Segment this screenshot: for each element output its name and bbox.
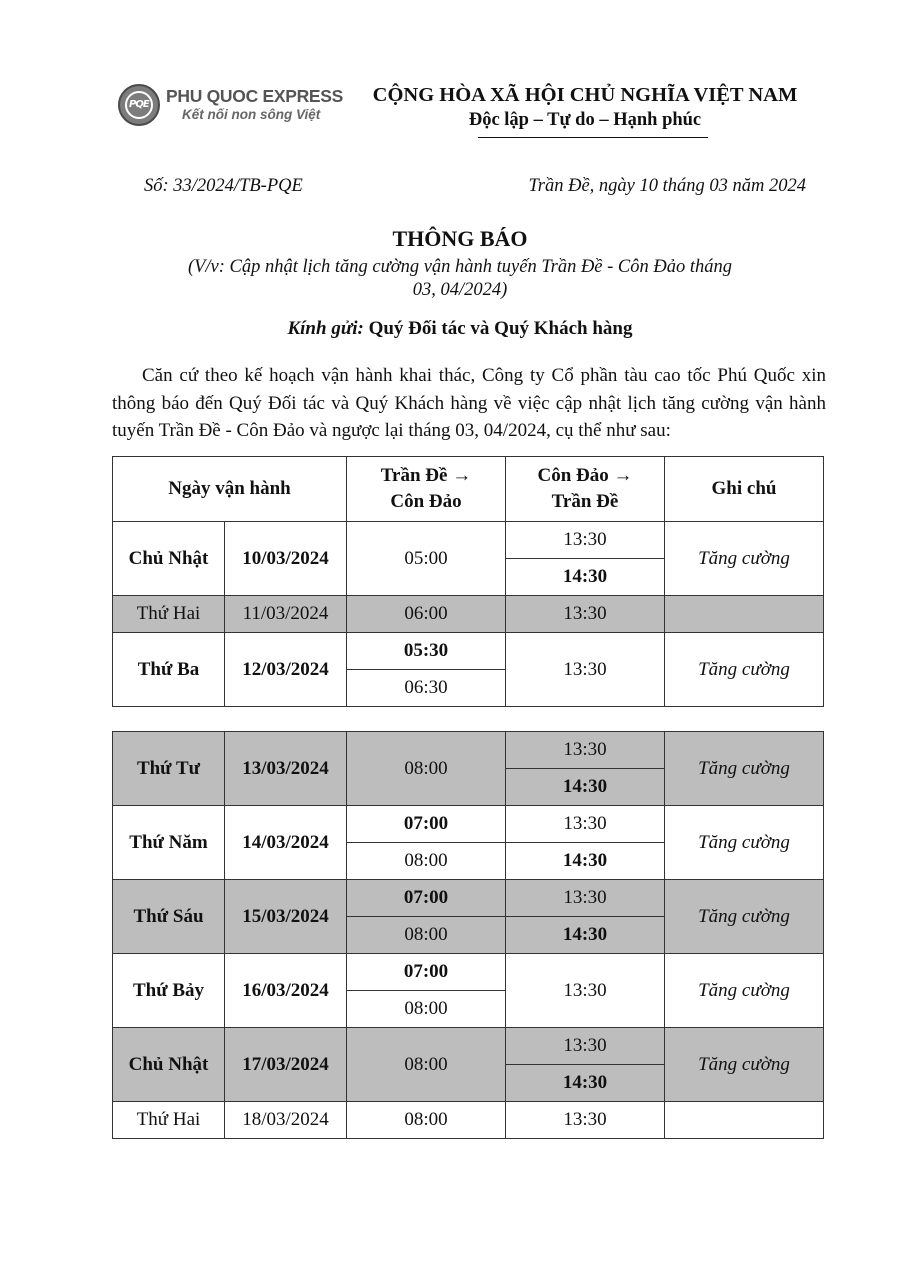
header-return: Côn Đảo → Trần Đề [506, 457, 665, 522]
row-note [665, 596, 824, 633]
row-return-time: 13:30 [506, 1028, 665, 1065]
logo-slogan: Kết nối non sông Việt [182, 107, 321, 122]
logo-mark: PQE [129, 99, 149, 110]
row-note: Tăng cường [665, 1028, 824, 1102]
notice-body: Căn cứ theo kế hoạch vận hành khai thác, Công ty Cổ phần tàu cao tốc Phú Quốc xin thông báo đến Quý Đối tác và Quý Khách hàng về việc cập nhật lịch tăng cường vận hành tuyến Trần Đề - Côn Đảo và ngược lại tháng 03, 04/2024, cụ thể như sau: [112, 365, 826, 441]
row-outbound-time-extra: 07:00 [347, 880, 506, 917]
row-day: Thứ Năm [113, 806, 225, 880]
logo-name: PHU QUOC EXPRESS [166, 86, 344, 106]
row-return-time: 13:30 [506, 806, 665, 843]
row-return-time: 13:30 [506, 522, 665, 559]
header-note: Ghi chú [665, 457, 824, 522]
doc-number: Số: 33/2024/TB-PQE [144, 176, 303, 196]
row-return-time: 13:30 [506, 880, 665, 917]
row-day: Thứ Bảy [113, 954, 225, 1028]
row-note [665, 1102, 824, 1139]
row-date: 18/03/2024 [225, 1102, 347, 1139]
table-row [113, 1102, 824, 1139]
row-outbound-time: 08:00 [347, 732, 506, 806]
row-note: Tăng cường [665, 880, 824, 954]
row-return-time-extra: 14:30 [506, 559, 665, 596]
row-outbound-time: 08:00 [347, 991, 506, 1028]
row-date: 15/03/2024 [225, 880, 347, 954]
table-row [113, 806, 824, 843]
row-outbound-time: 08:00 [347, 917, 506, 954]
row-outbound-time: 06:00 [347, 596, 506, 633]
row-outbound-time-extra: 07:00 [347, 954, 506, 991]
header-date: Ngày vận hành [113, 457, 347, 522]
row-date: 13/03/2024 [225, 732, 347, 806]
row-date: 16/03/2024 [225, 954, 347, 1028]
row-return-time: 13:30 [506, 633, 665, 707]
row-day: Thứ Tư [113, 732, 225, 806]
greeting-label: Kính gửi: [287, 318, 364, 339]
schedule-table-2 [112, 731, 824, 1139]
table-row [113, 880, 824, 917]
row-return-time-extra: 14:30 [506, 1065, 665, 1102]
national-title: CỘNG HÒA XÃ HỘI CHỦ NGHĨA VIỆT NAM [372, 84, 798, 106]
greeting [0, 318, 920, 340]
company-logo [118, 82, 358, 132]
row-outbound-time: 06:30 [347, 670, 506, 707]
table-row [113, 633, 824, 670]
row-outbound-time: 08:00 [347, 1028, 506, 1102]
row-note: Tăng cường [665, 732, 824, 806]
row-return-time-extra: 14:30 [506, 843, 665, 880]
row-day: Thứ Sáu [113, 880, 225, 954]
row-return-time: 13:30 [506, 596, 665, 633]
row-day: Chủ Nhật [113, 522, 225, 596]
row-date: 11/03/2024 [225, 596, 347, 633]
row-outbound-time-extra: 05:30 [347, 633, 506, 670]
row-note: Tăng cường [665, 806, 824, 880]
notice-subtitle-wrap [0, 256, 920, 302]
row-outbound-time: 08:00 [347, 1102, 506, 1139]
row-day: Thứ Hai [113, 596, 225, 633]
table-row [113, 1028, 824, 1065]
row-outbound-time-extra: 07:00 [347, 806, 506, 843]
row-day: Thứ Hai [113, 1102, 225, 1139]
national-motto: Độc lập – Tự do – Hạnh phúc [468, 110, 702, 130]
row-date: 12/03/2024 [225, 633, 347, 707]
schedule-table-1 [112, 456, 824, 707]
notice-title: THÔNG BÁO [392, 226, 528, 251]
place-date: Trần Đề, ngày 10 tháng 03 năm 2024 [528, 176, 806, 196]
row-return-time-extra: 14:30 [506, 917, 665, 954]
table-row [113, 954, 824, 991]
row-note: Tăng cường [665, 522, 824, 596]
row-date: 17/03/2024 [225, 1028, 347, 1102]
row-day: Chủ Nhật [113, 1028, 225, 1102]
table-row [113, 732, 824, 769]
greeting-recipient: Quý Đối tác và Quý Khách hàng [368, 318, 633, 339]
logo-emblem [118, 84, 160, 126]
row-date: 14/03/2024 [225, 806, 347, 880]
row-note: Tăng cường [665, 954, 824, 1028]
row-note: Tăng cường [665, 633, 824, 707]
table-header-row [113, 457, 824, 522]
row-return-time: 13:30 [506, 954, 665, 1028]
row-outbound-time: 08:00 [347, 843, 506, 880]
notice-subtitle: (V/v: Cập nhật lịch tăng cường vận hành tuyến Trần Đề - Côn Đảo tháng 03, 04/2024) [187, 257, 733, 300]
row-return-time: 13:30 [506, 1102, 665, 1139]
header-outbound: Trần Đề → Côn Đảo [347, 457, 506, 522]
table-row [113, 596, 824, 633]
row-day: Thứ Ba [113, 633, 225, 707]
table-row [113, 522, 824, 559]
motto-underline [478, 137, 708, 138]
row-return-time: 13:30 [506, 732, 665, 769]
row-return-time-extra: 14:30 [506, 769, 665, 806]
row-outbound-time: 05:00 [347, 522, 506, 596]
row-date: 10/03/2024 [225, 522, 347, 596]
